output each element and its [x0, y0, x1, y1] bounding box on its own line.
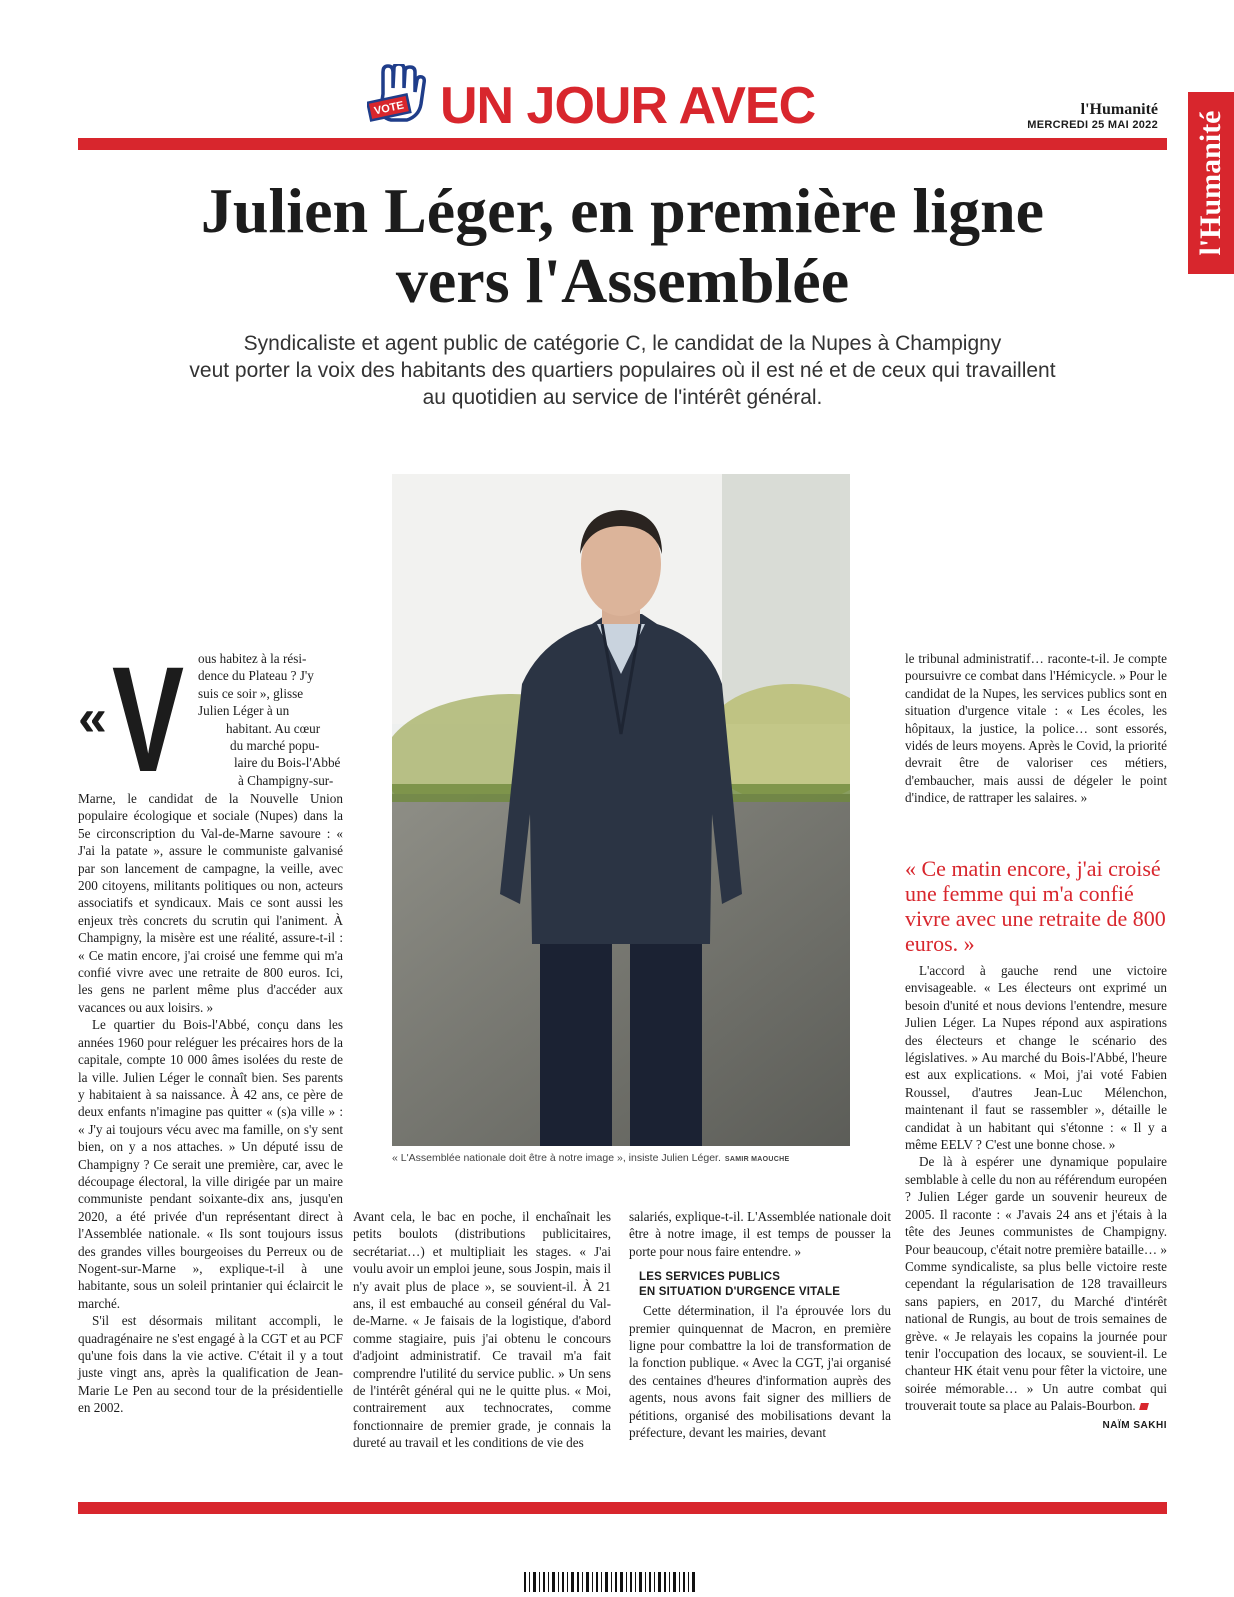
- subhead-line-2: EN SITUATION D'URGENCE VITALE: [639, 1286, 841, 1299]
- standfirst-line-1: Syndicaliste et agent public de catégorie C, le candidat de la Nupes à Champigny: [243, 332, 1002, 355]
- author-signature: NAÏM SAKHI: [1102, 1419, 1167, 1431]
- barcode-icon: [520, 1570, 710, 1592]
- top-divider: [78, 138, 1167, 150]
- column-1: [78, 790, 343, 1417]
- lede-wrap-text: [198, 650, 343, 789]
- column-4-bottom: [905, 962, 1167, 1434]
- lede-line-7: laire du Bois-l'Abbé: [234, 755, 341, 771]
- col1-paragraph-3: S'il est désormais militant accompli, le quadragénaire ne s'est engagé à la CGT et au PCF qu'une fois dans la vie active. C'était il y a tout juste vingt ans, après la qualification de Jean-Marie Le Pen au second tour de la présidentielle en 2002.: [78, 1313, 343, 1416]
- col2-paragraph-1: Avant cela, le bac en poche, il enchaînait les petits boulots (distributions publicitaires, secrétariat…) et multipliait les stages. « J'ai voulu avoir un emploi jeune, sous Jospin, mais il n'y avait plus de place », se souvient-il. À 21 ans, il est embauché au conseil général du Val-de-Marne. « Je faisais de la logistique, d'abord comme stagiaire, puis j'ai obtenu le concours d'adjoint administratif. Ce travail m'a fait comprendre l'utilité du service public. » Un sens de l'intérêt général qui ne le quitte plus. « Moi, contrairement aux technocrates, comme fonctionnaire de premier grade, je connais la dureté au travail et les conditions de vie des: [353, 1209, 611, 1451]
- column-3: [629, 1208, 891, 1441]
- newspaper-brand: l'Humanité: [1080, 101, 1158, 118]
- photo-caption: [392, 1152, 862, 1164]
- col4-paragraph-1: le tribunal administratif… raconte-t-il. Je compte poursuivre ce combat dans l'Hémicycle. » Pour le candidat de la Nupes, les services publics sont en situation d'urgence vitale : « Les écoles, les hôpitaux, la justice, la police… sont essorés, vidés de leurs moyens. Après le Covid, la priorité devrait être de valoriser ces métiers, d'embaucher, mais aussi de dégeler le point d'indice, de rattraper les salaires. »: [905, 651, 1167, 806]
- end-mark-icon: [1139, 1403, 1149, 1410]
- col4-paragraph-2: L'accord à gauche rend une victoire envisageable. « Les électeurs ont exprimé un besoin d'unité et nous devions l'entendre, mesure Julien Léger. La Nupes répond aux aspirations des électeurs et change le scénario des législatives. » Au marché du Bois-l'Abbé, l'heure est aux explications. « Moi, j'ai voté Fabien Roussel, d'autres Jean-Luc Mélenchon, maintenant il faut se rassembler », détaille le candidat à un habitant qui s'étonne : « Il y a même EELV ? C'est une bonne chose. »: [905, 963, 1167, 1153]
- lede-line-4: Julien Léger à un: [198, 703, 290, 719]
- col1-paragraph-2: Le quartier du Bois-l'Abbé, conçu dans les années 1960 pour reléguer les précaires hors de la capitale, compte 10 000 âmes isolées du reste de la ville. Julien Léger le connaît bien. Ses parents y habitaient à sa naissance. À 42 ans, ce père de deux enfants n'imagine pas quitter « (s)a ville » : « J'y ai toujours vécu avec ma famille, on s'y sent bien, on y a nos attaches. » Un député issu de Champigny ? Ce serait une première, car, avec le découpage électoral, la ville dirigée par un maire communiste pendant soixante-dix ans, jusqu'en 2020, a été privée d'un représentant direct à l'Assemblée nationale. « Ils sont toujours issus des grandes villes bourgeoises du Perreux ou de Nogent-sur-Marne », explique-t-il à une habitante, sous un soleil printanier qui éclaircit le marché.: [78, 1017, 343, 1311]
- photo-credit: SAMIR MAOUCHE: [724, 1156, 790, 1163]
- vote-hand-logo: [367, 64, 427, 130]
- column-4-top: [905, 650, 1167, 807]
- drop-cap-block: [78, 635, 185, 803]
- standfirst-line-3: au quotidien au service de l'intérêt général.: [422, 386, 823, 409]
- lede-line-6: du marché popu-: [230, 738, 320, 754]
- lede-line-5: habitant. Au cœur: [226, 720, 321, 736]
- article-headline: [78, 176, 1167, 316]
- drop-quote-mark: «: [78, 689, 107, 747]
- subhead-line-1: LES SERVICES PUBLICS: [639, 1271, 781, 1284]
- col1-paragraph-1: Marne, le candidat de la Nouvelle Union populaire écologique et sociale (Nupes) dans la 5e circonscription du Val-de-Marne savoure : « J'ai la patate », assure le communiste galvanisé par son lancement de campagne, la veille, avec 200 citoyens, militants politiques ou non, acteurs associatifs et syndicaux. Mais ce sont aussi les enjeux très concrets du scrutin qui l'animent. À Champigny, la misère est une réalité, assure-t-il : « Ce matin encore, j'ai croisé une femme qui m'a confié vivre avec une retraite de 800 euros. Ici, les gens ne parlent même plus d'accéder aux vacances ou aux loisirs. »: [78, 791, 343, 1015]
- article-standfirst: [150, 330, 1095, 411]
- lede-line-1: ous habitez à la rési-: [198, 651, 307, 666]
- col4-paragraph-3: De là à espérer une dynamique populaire semblable à celle du non au référendum européen ? Julien Léger garde un souvenir heureux de 2005. Il raconte : « J'avais 24 ans et j'étais à la tête des Jeunes communistes de Champigny. Pour beaucoup, c'était notre première bataille… » Comme syndicaliste, sa plus belle victoire reste cependant la régularisation de 128 travailleurs sans papiers, en 2017, du Marché d'intérêt national de Rungis, au bout de trois semaines de grève. « Je relayais les copains la journée pour tenir l'occupation des locaux, se souvient-il. Le chanteur HK était venu pour fêter la victoire, une soirée mémorable… » Un autre combat qui trouverait toute sa place au Palais-Bourbon.: [905, 1154, 1167, 1414]
- section-subhead: [639, 1270, 891, 1300]
- bottom-divider: [78, 1502, 1167, 1514]
- drop-cap-letter: V: [112, 635, 185, 803]
- caption-text: « L'Assemblée nationale doit être à notre image », insiste Julien Léger.: [392, 1152, 721, 1164]
- vote-label: VOTE: [373, 99, 405, 118]
- pull-quote: « Ce matin encore, j'ai croisé une femme qui m'a confié vivre avec une retraite de 800 euros. »: [905, 856, 1166, 956]
- standfirst-line-2: veut porter la voix des habitants des quartiers populaires où il est né et de ceux qui travaillent: [189, 359, 1056, 382]
- side-brand-label: l'Humanité: [1194, 110, 1227, 256]
- column-2: [353, 1208, 611, 1452]
- side-brand-tab: [1188, 92, 1234, 274]
- lede-line-8: à Champigny-sur-: [238, 772, 334, 788]
- col3-paragraph-2: Cette détermination, il l'a éprouvée lors du premier quinquennat de Macron, en première ligne pour combattre la loi de transformation de la fonction publique. « Avec la CGT, j'ai organisé des centaines d'heures d'information auprès des agents, nous avons fait signer des milliers de pétitions, organisé des mobilisations devant la préfecture, devant les mairies, devant: [629, 1303, 891, 1441]
- headline-line-1: Julien Léger, en première ligne: [200, 175, 1045, 246]
- headline-line-2: vers l'Assemblée: [395, 245, 850, 316]
- issue-date: MERCREDI 25 MAI 2022: [1027, 119, 1158, 131]
- section-rubric: UN JOUR AVEC: [440, 77, 816, 135]
- lede-line-2: dence du Plateau ? J'y: [198, 668, 314, 684]
- portrait-photo: [392, 474, 850, 1146]
- col3-paragraph-1: salariés, explique-t-il. L'Assemblée nationale doit être à notre image, il est temps de pousser la porte pour nous faire entendre. »: [629, 1209, 891, 1259]
- lede-line-3: suis ce soir », glisse: [198, 685, 304, 701]
